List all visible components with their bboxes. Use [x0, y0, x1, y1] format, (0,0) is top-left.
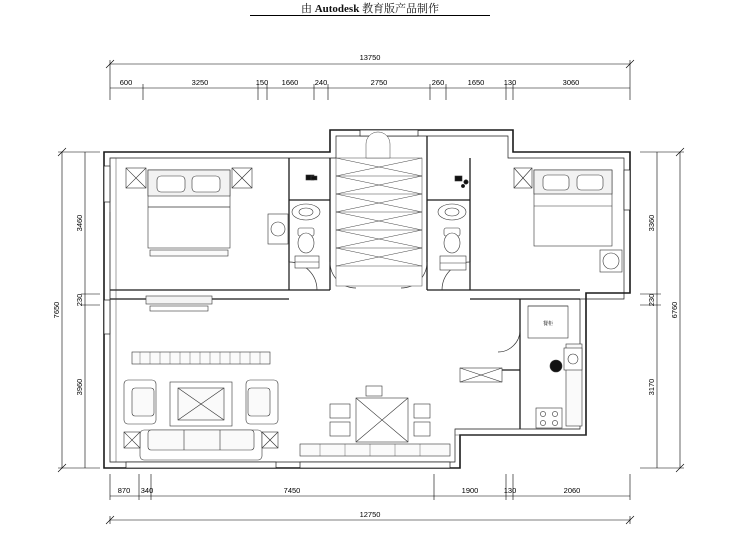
- dim-bottom-2: 7450: [283, 486, 301, 495]
- left-dimension-chain: [58, 148, 100, 472]
- dim-right-2: 3170: [647, 378, 656, 396]
- dim-left-total: 7650: [52, 301, 61, 319]
- watermark-brand: Autodesk: [314, 3, 360, 15]
- dim-bottom-total: 12750: [359, 510, 381, 519]
- dim-bottom-3: 1900: [461, 486, 479, 495]
- watermark-suffix: 教育版产品制作: [359, 3, 440, 15]
- dim-top-1: 3250: [191, 78, 209, 87]
- dim-right-0: 3360: [647, 214, 656, 232]
- dim-left-1: 230: [75, 293, 84, 307]
- dining-furniture: [300, 386, 450, 456]
- dim-left-2: 3960: [75, 378, 84, 396]
- kitchen-fixtures: [460, 306, 582, 428]
- bottom-dimension-labels: [118, 486, 581, 519]
- dim-top-0: 600: [119, 78, 133, 87]
- top-dimension-labels: [120, 53, 580, 87]
- dim-bottom-0: 870: [117, 486, 131, 495]
- dim-bottom-1: 340: [140, 486, 154, 495]
- bathroom-right-fixtures: [438, 176, 468, 270]
- hallway-tiling: [336, 132, 422, 286]
- dim-right-1: 230: [647, 293, 656, 307]
- bedroom-right-furniture: [514, 168, 622, 272]
- dim-top-2: 150: [255, 78, 269, 87]
- dim-top-9: 3060: [562, 78, 580, 87]
- dim-top-4: 240: [314, 78, 328, 87]
- bathroom-left-fixtures: [292, 175, 320, 268]
- room-label-cabinet: 餐柜: [542, 321, 554, 327]
- watermark-prefix: 由: [300, 3, 315, 15]
- dim-bottom-4: 130: [503, 486, 517, 495]
- dim-right-total: 6760: [670, 301, 679, 319]
- dim-top-5: 2750: [370, 78, 388, 87]
- right-dimension-labels: [647, 215, 679, 396]
- dim-bottom-5: 2060: [563, 486, 581, 495]
- dim-top-total: 13750: [359, 53, 381, 62]
- living-room-furniture: [124, 352, 278, 460]
- dim-left-0: 3460: [75, 214, 84, 232]
- dim-top-6: 260: [431, 78, 445, 87]
- dim-top-7: 1650: [467, 78, 485, 87]
- dim-top-3: 1660: [281, 78, 299, 87]
- left-dimension-labels: [52, 215, 84, 396]
- dim-top-8: 130: [503, 78, 517, 87]
